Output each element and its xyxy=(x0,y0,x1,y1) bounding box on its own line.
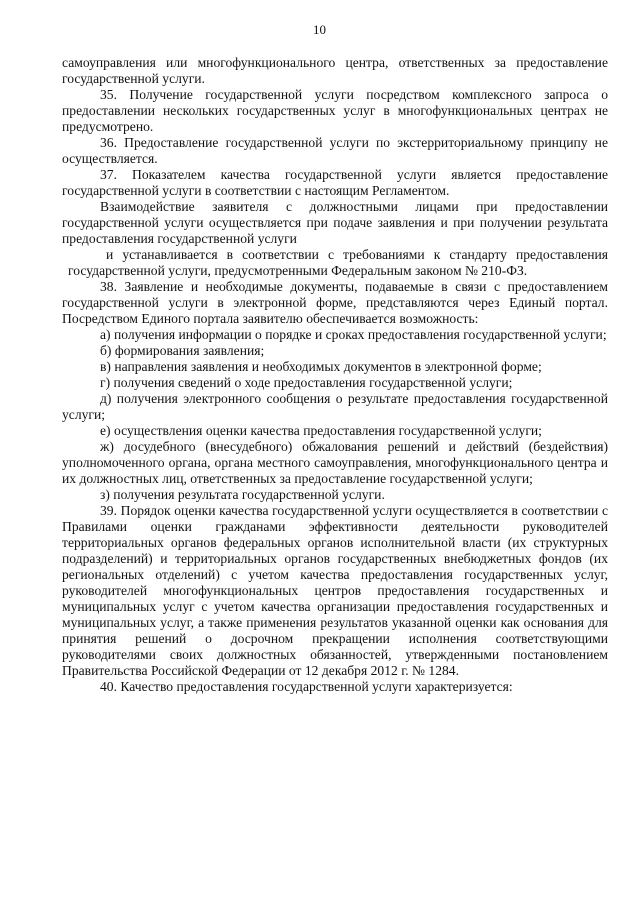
paragraph-2: 36. Предоставление государственной услуги по экстерриториальному принципу не осуществляется. xyxy=(62,135,608,166)
paragraph-4: Взаимодействие заявителя с должностными лицами при предоставлении государственной услуги осуществляется при подаче заявления и при получении результата предоставления государственной услуги xyxy=(62,199,608,246)
paragraph-8: б) формирования заявления; xyxy=(100,343,265,358)
paragraph-0: самоуправления или многофункционального центра, ответственных за предоставление государственной услуги. xyxy=(62,55,608,86)
paragraph-13: ж) досудебного (внесудебного) обжалования решений и действий (бездействия) уполномоченного органа, органа местного самоуправления, многофункционального центра и их должностных лиц, ответственных за предоставление государственной услуги; xyxy=(62,439,608,486)
paragraph-7: а) получения информации о порядке и сроках предоставления государственной услуги; xyxy=(100,327,607,342)
paragraph-3: 37. Показателем качества государственной услуги является предоставление государственной услуги в соответствии с настоящим Регламентом. xyxy=(62,167,608,198)
paragraph-5: и устанавливается в соответствии с требованиями к стандарту предоставления государственной услуги, предусмотренными Федеральным законом № 210-ФЗ. xyxy=(68,247,608,278)
paragraph-9: в) направления заявления и необходимых документов в электронной форме; xyxy=(100,359,542,374)
paragraph-11: д) получения электронного сообщения о результате предоставления государственной услуги; xyxy=(62,391,608,422)
paragraph-15: 39. Порядок оценки качества государственной услуги осуществляется в соответствии с Правилами оценки гражданами эффективности деятельности руководителей территориальных органов федеральных органов исполнительной власти (их структурных подразделений) и территориальных органов государственных внебюджетных фондов (их региональных отделений) с учетом качества предоставления государственных услуг, руководителей многофункциональных центров предоставления государственных и муниципальных услуг с учетом качества организации предоставления государственных и муниципальных услуг, а также применения результатов указанной оценки как основания для принятия решений о досрочном прекращении исполнения соответствующими руководителями своих должностных обязанностей, утвержденными постановлением Правительства Российской Федерации от 12 декабря 2012 г. № 1284. xyxy=(62,503,608,678)
paragraph-16: 40. Качество предоставления государственной услуги характеризуется: xyxy=(100,679,513,694)
paragraph-6: 38. Заявление и необходимые документы, подаваемые в связи с предоставлением государственной услуги в электронной форме, представляются через Единый портал. Посредством Единого портала заявителю обеспечивается возможность: xyxy=(62,279,608,326)
page-number: 10 xyxy=(313,22,326,37)
document-body xyxy=(62,55,608,695)
paragraph-10: г) получения сведений о ходе предоставления государственной услуги; xyxy=(100,375,513,390)
paragraph-14: з) получения результата государственной услуги. xyxy=(100,487,385,502)
paragraph-1: 35. Получение государственной услуги посредством комплексного запроса о предоставлении нескольких государственных услуг в многофункциональных центрах не предусмотрено. xyxy=(62,87,608,134)
paragraph-12: е) осуществления оценки качества предоставления государственной услуги; xyxy=(100,423,542,438)
